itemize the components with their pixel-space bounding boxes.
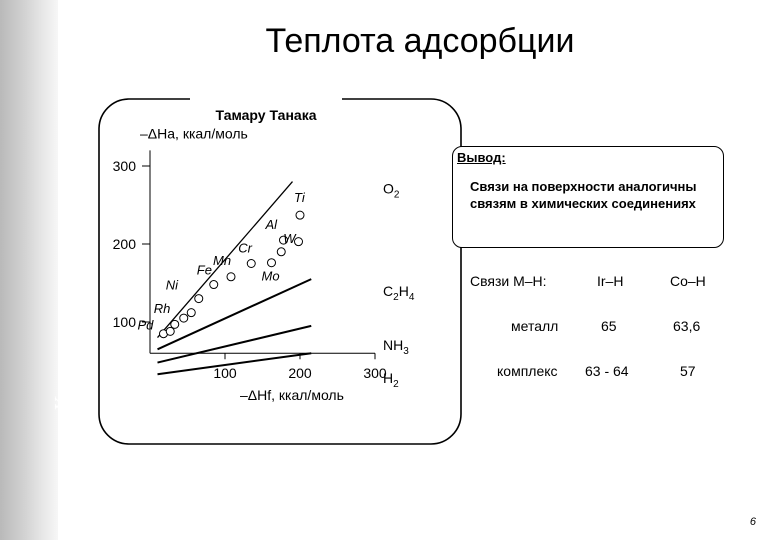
y-tick-label: 200	[112, 236, 136, 252]
data-point	[277, 248, 285, 256]
table-row-metal-ir: 65	[601, 318, 617, 334]
side-label: Катализ металлами	[50, 228, 74, 410]
table-row-complex-label: комплекс	[497, 363, 558, 379]
point-label-rh: Rh	[153, 301, 171, 317]
page-number: 6	[749, 516, 756, 528]
y-axis-title: –ΔHa, ккал/моль	[140, 125, 248, 142]
data-point	[210, 281, 218, 289]
point-label-fe: Fe	[196, 262, 212, 278]
table-header-bond: Связи M–H:	[470, 273, 547, 289]
point-label-ti: Ti	[294, 190, 305, 206]
data-point	[227, 273, 235, 281]
conclusion-text: Связи на поверхности аналогичны связям в химических соединениях	[470, 179, 697, 211]
y-tick-label: 300	[112, 158, 136, 174]
x-tick-label: 300	[363, 365, 387, 382]
data-point	[180, 314, 188, 322]
table-header-co: Co–H	[670, 273, 706, 289]
data-point	[171, 320, 179, 328]
series-label-nh3: $NH_3$	[383, 336, 409, 357]
slide-title: Теплота адсорбции	[265, 22, 575, 60]
chart-title: Тамару Танака	[215, 107, 317, 123]
y-tick-label: 100	[112, 314, 136, 330]
point-label-mo: Mo	[261, 268, 280, 284]
table-row-metal-label: металл	[511, 318, 559, 334]
table-row-complex-co: 57	[680, 363, 696, 379]
point-label-w: W	[283, 230, 296, 246]
data-point	[268, 259, 276, 267]
data-point	[295, 238, 303, 246]
series-label-h2: $H_2$	[383, 370, 399, 391]
x-tick-label: 200	[288, 365, 312, 382]
series-label-c2h4: $C_2H_4$	[383, 283, 415, 304]
data-point	[166, 327, 174, 335]
point-label-mn: Mn	[213, 252, 232, 268]
data-point	[247, 260, 255, 268]
point-label-cr: Cr	[238, 240, 252, 256]
table-header-ir: Ir–H	[597, 273, 624, 289]
series-line-c2h4	[158, 279, 312, 349]
point-label-ni: Ni	[165, 277, 179, 293]
x-axis-title: –ΔHf, ккал/моль	[240, 387, 344, 404]
data-point	[296, 211, 304, 219]
conclusion-heading: Вывод:	[457, 150, 506, 165]
table-row-metal-co: 63,6	[673, 318, 701, 334]
point-label-al: Al	[265, 217, 278, 233]
series-label-o2: $O_2$	[383, 180, 400, 201]
x-tick-label: 100	[213, 365, 237, 382]
data-point	[187, 309, 195, 317]
table-row-complex-ir: 63 - 64	[585, 363, 629, 379]
point-label-pd: Pd	[137, 317, 154, 333]
data-point	[195, 295, 203, 303]
